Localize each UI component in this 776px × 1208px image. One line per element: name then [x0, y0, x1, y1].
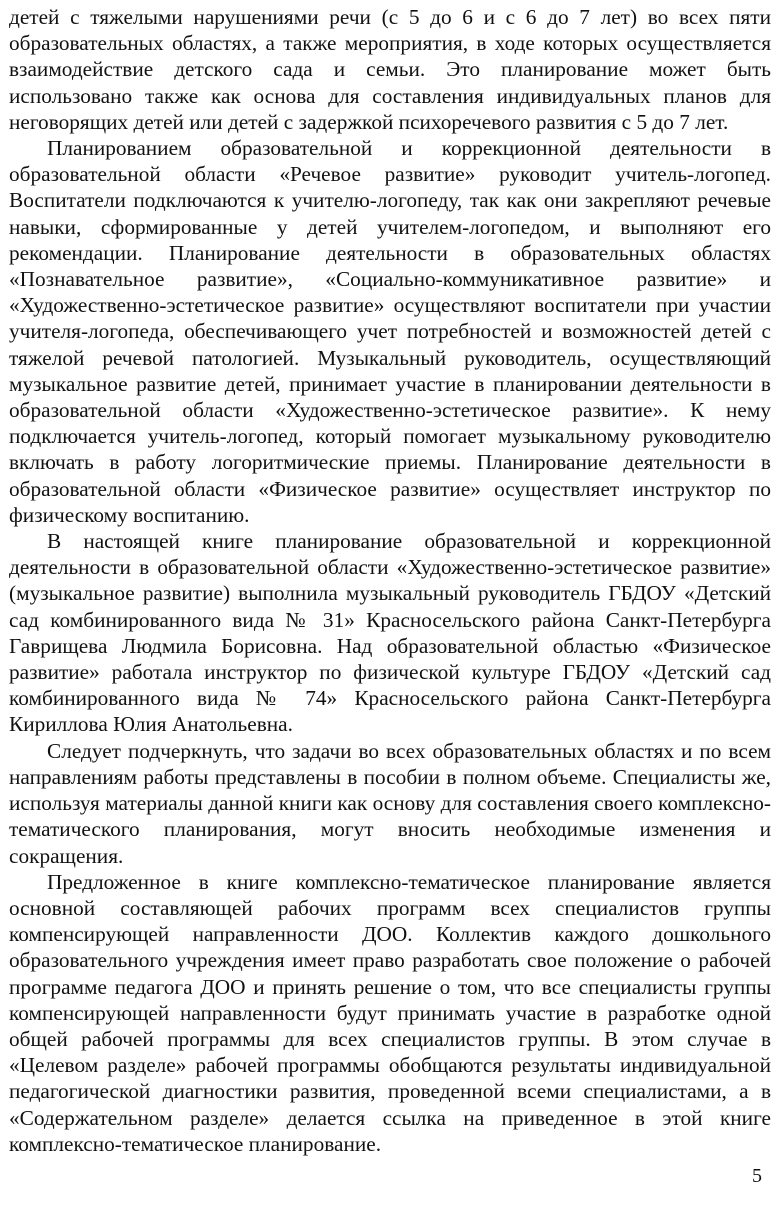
paragraph-4: Следует подчеркнуть, что задачи во всех образовательных областях и по всем направлениям работы представлены в пособии в полном объеме. Специалисты же, используя материалы данной книги как основу для составления своего комплексно-тематического планирования, могут вносить необходимые изменения и сокращения.: [9, 738, 771, 868]
page-number: 5: [752, 1165, 762, 1187]
paragraph-3: В настоящей книге планирование образовательной и коррекционной деятельности в образовательной области «Художественно-эстетическое развитие» (музыкальное развитие) выполнила музыкальный руководитель ГБДОУ «Детский сад комбинированного вида № 31» Красносельского района Санкт-Петербурга Гаврищева Людмила Борисовна. Над образовательной областью «Физическое развитие» работала инструктор по физической культуре ГБДОУ «Детский сад комбинированного вида № 74» Красносельского района Санкт-Петербурга Кириллова Юлия Анатольевна.: [9, 529, 771, 737]
paragraph-2: Планированием образовательной и коррекционной деятельности в образовательной области «Речевое развитие» руководит учитель-логопед. Воспитатели подключаются к учителю-логопеду, так как они закрепляют речевые навыки, сформированные у детей учителем-логопедом, и выполняют его рекомендации. Планирование деятельности в образовательных областях «Познавательное развитие», «Социально-коммуникативное развитие» и «Художественно-эстетическое развитие» осуществляют воспитатели при участии учителя-логопеда, обеспечивающего учет потребностей и возможностей детей с тяжелой речевой патологией. Музыкальный руководитель, осуществляющий музыкальное развитие детей, принимает участие в планировании деятельности в образовательной области «Художественно-эстетическое развитие». К нему подключается учитель-логопед, который помогает музыкальному руководителю включать в работу логоритмические приемы. Планирование деятельности в образовательной области «Физическое развитие» осуществляет инструктор по физическому воспитанию.: [9, 136, 771, 527]
body-text: [9, 4, 771, 1157]
paragraph-5: Предложенное в книге комплексно-тематическое планирование является основной составляющей рабочих программ всех специалистов группы компенсирующей направленности ДОО. Коллектив каждого дошкольного образовательного учреждения имеет право разработать свое положение о рабочей программе педагога ДОО и принять решение о том, что все специалисты группы компенсирующей направленности будут принимать участие в разработке одной общей рабочей программы для всех специалистов группы. В этом случае в «Целевом разделе» рабочей программы обобщаются результаты индивидуальной педагогической диагностики развития, проведенной всеми специалистами, а в «Содержательном разделе» делается ссылка на приведенное в этой книге комплексно-тематическое планирование.: [9, 869, 771, 1156]
paragraph-1: детей с тяжелыми нарушениями речи (с 5 до 6 и с 6 до 7 лет) во всех пяти образовательных областях, а также мероприятия, в ходе которых осуществляется взаимодействие детского сада и семьи. Это планирование может быть использовано также как основа для составления индивидуальных планов для неговорящих детей или детей с задержкой психоречевого развития с 5 до 7 лет.: [9, 5, 771, 134]
